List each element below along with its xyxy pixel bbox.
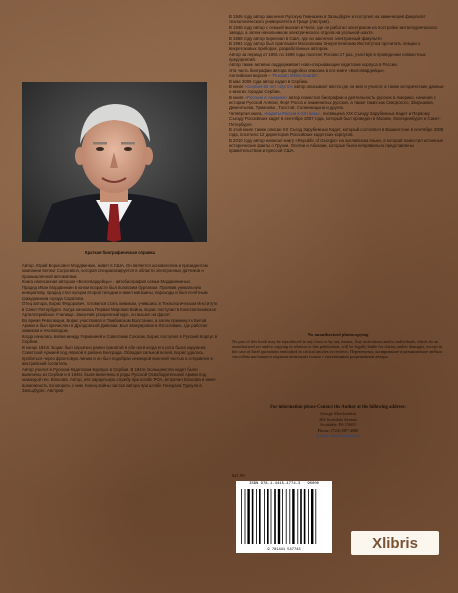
biography-paragraph: Автор, Юрий Борисович Мордвинкин, живет в США. Он является основателем и президентом компании Sensor Corporation, которая специализируется в области электронных датчиков и промышленной автоматики. xyxy=(22,263,208,279)
biography-right-column xyxy=(229,14,445,330)
biography-paragraph: Книга написанная автором «Белогвардейцы» - автобиография семьи Мордвинкиных. xyxy=(22,279,192,285)
author-photo xyxy=(22,82,207,242)
paragraph-text: Английская версия – xyxy=(229,73,272,79)
paragraph-text: Четвёртая книга, xyxy=(229,110,264,116)
book-title-highlight: «Русские в Америке» xyxy=(244,94,288,100)
author-contact xyxy=(232,405,444,439)
paragraph-text: Эта часть биографии автора подробно описана в его книге «Белогвардейцы». xyxy=(229,67,386,73)
isbn-barcode xyxy=(236,481,332,553)
paragraph-text: , посвящена XIX Съезду Зарубежных Кадет и Первому Съезду Российских кадет в сентябре 2007 года, который был проведен в Москве, Екатеринбурге и Санкт-Петербурге. xyxy=(229,110,441,127)
biography-paragraph xyxy=(229,14,445,25)
biography-paragraph: В конце 1944г. Борис был серьёзно ранен гранатой в обе ноги когда его рота была окружена Советской Армией под Авалой в районе Белграда. Обладая сильной волей, Борис удалось пробиться через фронтовую линию и он был подобран немецкой военной частью и отправлен в австрийский госпиталь. xyxy=(22,344,213,366)
paragraph-text: В 1948 году автор с семьей выехал в Чили, где он работал электриком на постройке металлургического завода, а затем начальником электрического отдела на угольной шахте. xyxy=(229,24,438,36)
contact-name: George Mordwinkin xyxy=(320,411,356,416)
paragraph-text: . xyxy=(317,73,319,79)
paragraph-text: В 1946 году автор закончил Русскую Гимназию в Зальцбурге и поступил на химический факультет технологического университета в Граце (Австрия). xyxy=(229,14,426,25)
contact-title: For information please Contact the Author at the following address: xyxy=(270,405,406,410)
book-title-highlight: «Сербия-60 лет спустя» xyxy=(244,83,293,89)
notice-body: No part of this book may be reproduced in any form or by any means. Any institutions and/or individuals, which do an unauthorized act and/or copying in relation to this publication, will be legally liable for claims and/or damages, except in the case of brief quotations embodied in critical articles or reviews. Перепечатка, копирование и размножение любым способом настоящего издания возможны только с письменным разрешением автора. xyxy=(232,338,443,360)
biography-paragraph xyxy=(229,111,445,127)
xlibris-logo: Xlibris xyxy=(351,531,439,555)
paragraph-text: В мае 2005 года автор ездил в Сербию. xyxy=(229,78,309,84)
biography-paragraph xyxy=(229,138,445,154)
paragraph-text: В книге xyxy=(229,94,245,100)
book-price: $41.99 xyxy=(232,473,245,478)
isbn-number: ISBN 978-1-4415-4774-3 xyxy=(248,482,301,486)
biography-paragraph: Когда началась война между Германией и Советским Союзом, Борис поступил в Русский Корпус в Сербии. xyxy=(22,333,218,345)
paragraph-text: автор описывает места где он жил и учился; а также исторические данные о многих городах Сербии. xyxy=(229,83,444,95)
contact-phone: Phone: (724) 887-4080 xyxy=(317,427,359,433)
biography-paragraph xyxy=(229,84,445,95)
paragraph-text: В 1958 году автор переехал в США, где он закончил электронный факультет. xyxy=(229,35,383,41)
biography-paragraph xyxy=(229,52,445,63)
biography-paragraph xyxy=(229,25,445,36)
biography-paragraph xyxy=(229,41,445,52)
biography-paragraph xyxy=(229,127,445,138)
paragraph-text: В этой книге также описан XX Съезд Зарубежных Кадет, который состоялся в Вашингтоне в сентябре 2008 года, посетило 12 директоров Российских кадетских корпусов. xyxy=(229,126,444,138)
notice-title: No unauthorized photocopying xyxy=(307,332,369,337)
copyright-notice xyxy=(232,332,444,359)
contact-email: E-mail: sensor@aol.com xyxy=(316,433,360,439)
paragraph-text: Автор за период от 1991 по 1998 годы посетил Россию 17 раз, участвуя в проведении совместных предприятий. xyxy=(229,51,426,62)
author-portrait-image xyxy=(22,82,207,242)
biography-paragraph: Автор учился в Русском Кадетском Корпусе в Сербии. В 1944г. Большинство кадет были вывезены из Сербии и в 1945г. были включены в ряды Русской Освободительной Армии под командой ген. Власова. Автор, нёс караульную службу при штабе РОА, встречал Власова и имел возможность поговорить с ним. Конец войны застал автора при штабе Генерала Туркула в Зальцбурге, Австрия. xyxy=(22,366,216,393)
paragraph-text: автор поместил биографии и деятельность русских в Америке, начиная с истории Русской Аляски, Форт Росса и знаменитых русских, а также таких как Сикорского, Зворыкина, Дементьева, Туманова , Толстой, Солженицына и других. xyxy=(229,94,436,111)
biography-left-column xyxy=(22,263,218,589)
paragraph-text: В 1991 году автор был приглашён Московским Энергетическим Институтом прочитать лекции о вихретоковых приборах, разработанных автором. xyxy=(229,40,421,52)
contact-street: 303 Scottdale Avenue xyxy=(318,416,358,422)
biography-paragraph: Прадед Иван Мордвинкин в юном возрасте был волжским бурлаком. Проявив уникальную инициативу, прадед стал купцом второй гильдии и имел магазины, пароходы и был почётным гражданином города Саратова. xyxy=(22,284,208,301)
photo-caption: Краткая биографическая справка xyxy=(85,250,155,255)
price-code: 90000 xyxy=(307,482,320,486)
paragraph-text: В 2010 году автор написал книгу «Republic of Georgia» на английском языке, в которой поместил истинные исторические факты о Грузии, Осетии и Абхазии, которые были неправильно представлены правительством и прессой США. xyxy=(229,137,444,154)
paragraph-text: Автор также активно поддерживает ново-открывающие кадетские корпуса в России. xyxy=(229,62,398,68)
biography-paragraph: Отец автора, Борис Фёдорович, готовился стать химиком, учившись в Технологическом Институте в Санкт-Петербурге. Когда началась Первая Мировая Война, Борис поступил в Константиновское Артиллерийское Училище. Закончив ускоренный курс, он вышел на фронт. xyxy=(22,301,218,317)
biography-paragraph: Во время Революции, Борис участвовал в Тамбовском Восстании, а затем примкнул к Белой Армии и был причислен в Дроздовской Дивизии. Был эвакуирован в Югославию, где работал химиком и пчеловодом. xyxy=(22,317,208,334)
book-title-highlight: "Russian White Guards" xyxy=(271,73,318,79)
contact-city: Scottdale, PA 15683 xyxy=(320,422,356,428)
barcode-bars xyxy=(240,489,328,544)
paragraph-text: В книге xyxy=(229,83,245,89)
isbn-label xyxy=(236,482,332,486)
barcode-digits: 9 781441 547743 xyxy=(267,548,301,552)
biography-paragraph xyxy=(229,95,445,111)
book-title-highlight: «Кадеты России в XXI веке» xyxy=(263,110,321,116)
